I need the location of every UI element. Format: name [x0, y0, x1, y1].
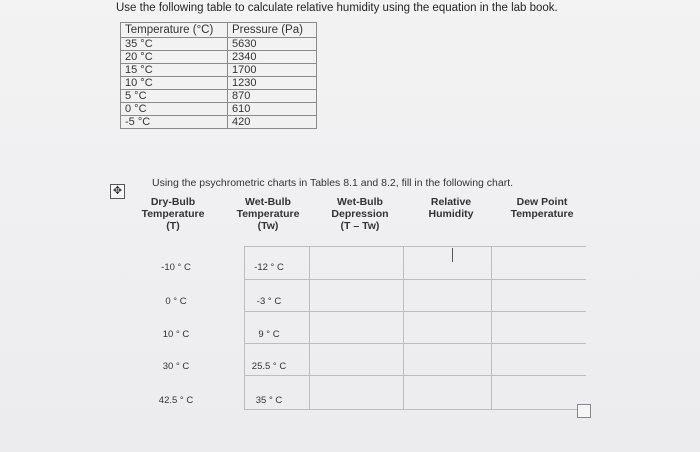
wet-bulb-cell: 35 ° C: [255, 395, 283, 406]
table-row: [121, 116, 317, 129]
pressure-cell: 870: [228, 90, 317, 103]
header-line: Temperature: [236, 208, 300, 220]
pressure-cell: 5630: [228, 38, 317, 51]
table-row: [121, 77, 317, 90]
dry-bulb-cell: 0 ° C: [165, 296, 187, 307]
pressure-cell: 2340: [228, 51, 317, 64]
header-dry-bulb: [130, 196, 216, 232]
dry-bulb-cell: 10 ° C: [162, 329, 190, 340]
header-line: Depression: [331, 208, 389, 220]
column-header-temperature: Temperature (°C): [121, 23, 228, 38]
grid-line: [491, 246, 492, 410]
grid-line: [244, 311, 586, 312]
header-dew-point: [498, 196, 586, 220]
dry-bulb-cell: -10 ° C: [161, 262, 191, 273]
psychrometric-chart-table: [124, 196, 586, 410]
header-wet-bulb: [224, 196, 312, 232]
wet-bulb-cell: -12 ° C: [254, 262, 284, 273]
table-row: [121, 90, 317, 103]
header-line: Wet-Bulb: [337, 196, 383, 208]
grid-line: [244, 343, 586, 344]
header-line: (T – Tw): [340, 220, 380, 232]
pressure-cell: 1230: [228, 77, 317, 90]
intro-instruction: Use the following table to calculate relative humidity using the equation in the lab book.: [116, 2, 558, 14]
pressure-cell: 610: [228, 103, 317, 116]
temperature-cell: 5 °C: [121, 90, 228, 103]
grid-line: [403, 246, 404, 410]
header-line: Temperature: [510, 208, 574, 220]
header-line: Dry-Bulb: [150, 196, 196, 208]
header-line: Wet-Bulb: [245, 196, 291, 208]
table-header-row: [121, 23, 317, 38]
grid-line: [244, 375, 586, 376]
grid-line: [244, 246, 586, 247]
dry-bulb-cell: 30 ° C: [162, 361, 190, 372]
temperature-cell: -5 °C: [121, 116, 228, 129]
move-cross-icon[interactable]: ✥: [110, 184, 125, 199]
table-row: [121, 38, 317, 51]
table-row: [121, 103, 317, 116]
dry-bulb-cell: 42.5 ° C: [158, 395, 194, 406]
header-line: (T): [166, 220, 180, 232]
header-line: Temperature: [141, 208, 205, 220]
grid-line: [244, 409, 586, 410]
psychrometric-instruction: Using the psychrometric charts in Tables 8.1 and 8.2, fill in the following chart.: [152, 177, 514, 189]
column-header-pressure: Pressure (Pa): [228, 23, 317, 38]
vapor-pressure-table: [120, 22, 317, 129]
temperature-cell: 20 °C: [121, 51, 228, 64]
temperature-cell: 15 °C: [121, 64, 228, 77]
temperature-cell: 10 °C: [121, 77, 228, 90]
wet-bulb-cell: -3 ° C: [256, 296, 282, 307]
table-row: [121, 64, 317, 77]
resize-handle[interactable]: [577, 404, 591, 418]
grid-line: [244, 279, 586, 280]
wet-bulb-cell: 9 ° C: [258, 329, 280, 340]
header-line: Dew Point: [516, 196, 568, 208]
header-line: Humidity: [428, 208, 474, 220]
text-cursor: [452, 248, 453, 262]
header-line: (Tw): [257, 220, 279, 232]
temperature-cell: 35 °C: [121, 38, 228, 51]
temperature-cell: 0 °C: [121, 103, 228, 116]
grid-line: [309, 246, 310, 410]
header-line: Relative: [430, 196, 472, 208]
header-wet-bulb-depression: [317, 196, 403, 232]
table-row: [121, 51, 317, 64]
pressure-cell: 1700: [228, 64, 317, 77]
pressure-cell: 420: [228, 116, 317, 129]
wet-bulb-cell: 25.5 ° C: [251, 361, 287, 372]
header-relative-humidity: [408, 196, 494, 220]
